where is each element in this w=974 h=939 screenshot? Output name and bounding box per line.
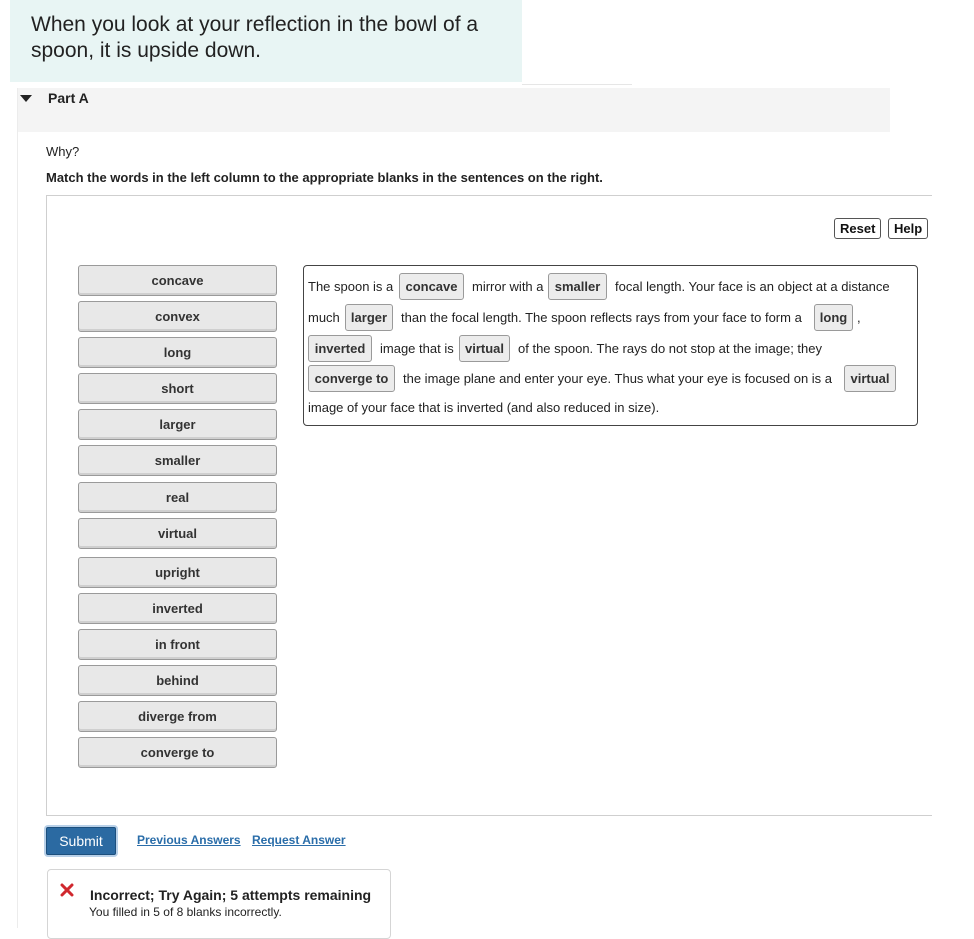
blank-7[interactable]: converge to: [308, 365, 395, 392]
word-tile-virtual[interactable]: virtual: [78, 518, 277, 549]
blank-2[interactable]: smaller: [548, 273, 607, 300]
help-button[interactable]: Help: [888, 218, 928, 239]
caret-down-icon[interactable]: [20, 95, 32, 102]
submit-button[interactable]: Submit: [46, 827, 116, 855]
previous-answers-link[interactable]: Previous Answers: [137, 833, 241, 847]
word-tile-convex[interactable]: convex: [78, 301, 277, 332]
divider: [17, 88, 18, 928]
word-tile-behind[interactable]: behind: [78, 665, 277, 696]
word-tile-upright[interactable]: upright: [78, 557, 277, 588]
word-tile-in-front[interactable]: in front: [78, 629, 277, 660]
question-text: Why?: [46, 144, 80, 159]
sentence-text: The spoon is a: [308, 279, 394, 294]
blank-1[interactable]: concave: [399, 273, 464, 300]
prompt-line-2: spoon, it is upside down.: [31, 39, 261, 62]
reset-button[interactable]: Reset: [834, 218, 881, 239]
word-tile-short[interactable]: short: [78, 373, 277, 404]
blank-4[interactable]: long: [814, 304, 853, 331]
sentence-text: than the focal length. The spoon reflects rays from your face to form a: [401, 310, 802, 325]
blank-8[interactable]: virtual: [844, 365, 896, 392]
part-title: Part A: [48, 90, 89, 106]
blank-5[interactable]: inverted: [308, 335, 372, 362]
blank-3[interactable]: larger: [345, 304, 393, 331]
sentence-text: image of your face that is inverted (and also reduced in size).: [308, 400, 660, 415]
sentence-text: image that is: [380, 341, 454, 356]
sentence-text: much: [308, 310, 340, 325]
sentence-text: ,: [857, 310, 861, 325]
word-tile-converge-to[interactable]: converge to: [78, 737, 277, 768]
problem-prompt: [10, 0, 522, 82]
feedback-title: Incorrect; Try Again; 5 attempts remaining: [90, 887, 372, 903]
sentence-text: mirror with a: [472, 279, 544, 294]
word-tile-long[interactable]: long: [78, 337, 277, 368]
prompt-line-1: When you look at your reflection in the bowl of a: [31, 13, 479, 36]
request-answer-link[interactable]: Request Answer: [252, 833, 346, 847]
sentence-text: focal length. Your face is an object at a distance: [615, 279, 890, 294]
divider: [522, 84, 632, 85]
word-tile-diverge-from[interactable]: diverge from: [78, 701, 277, 732]
word-tile-larger[interactable]: larger: [78, 409, 277, 440]
feedback-box: [47, 869, 391, 939]
sentence-text: of the spoon. The rays do not stop at the image; they: [518, 341, 823, 356]
word-tile-real[interactable]: real: [78, 482, 277, 513]
blank-6[interactable]: virtual: [459, 335, 510, 362]
sentence-text: the image plane and enter your eye. Thus what your eye is focused on is a: [403, 371, 833, 386]
part-a-header[interactable]: [18, 88, 890, 132]
word-tile-inverted[interactable]: inverted: [78, 593, 277, 624]
x-mark-icon: [60, 883, 74, 897]
feedback-message: You filled in 5 of 8 blanks incorrectly.: [89, 905, 282, 919]
word-tile-concave[interactable]: concave: [78, 265, 277, 296]
instructions-text: Match the words in the left column to the appropriate blanks in the sentences on the right.: [46, 170, 603, 185]
word-tile-smaller[interactable]: smaller: [78, 445, 277, 476]
